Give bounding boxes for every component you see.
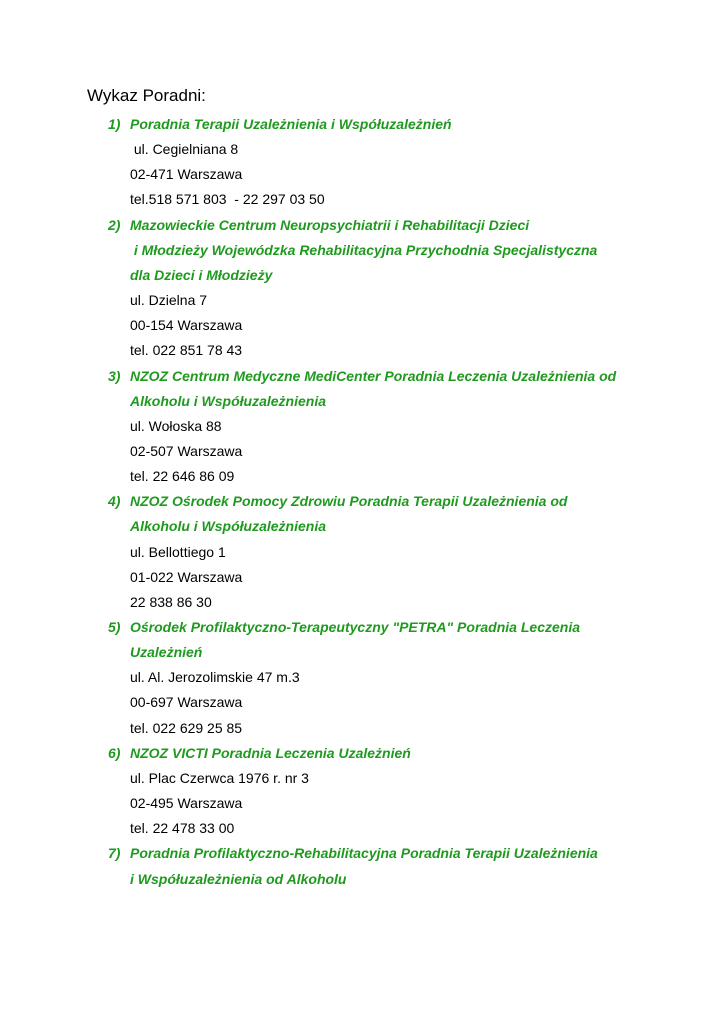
entry-title-line: NZOZ Centrum Medyczne MediCenter Poradnia Leczenia Uzależnienia od	[130, 368, 617, 384]
entry-number: 6)	[108, 745, 121, 761]
entry-detail-line: 02-507 Warszawa	[130, 443, 243, 459]
entry-number: 7)	[108, 845, 121, 861]
entry-number: 3)	[108, 368, 121, 384]
entry-detail-line: ul. Plac Czerwca 1976 r. nr 3	[130, 770, 309, 786]
entry-title-line: Poradnia Profilaktyczno-Rehabilitacyjna Poradnia Terapii Uzależnienia	[130, 845, 598, 861]
entry-title-line: NZOZ Ośrodek Pomocy Zdrowiu Poradnia Terapii Uzależnienia od	[130, 493, 568, 509]
entry-title-line: Ośrodek Profilaktyczno-Terapeutyczny "PETRA" Poradnia Leczenia	[130, 619, 580, 635]
entry-number: 4)	[108, 493, 121, 509]
entry-number: 1)	[108, 116, 121, 132]
entry-detail-line: 02-495 Warszawa	[130, 795, 243, 811]
entry-title-line: i Młodzieży Wojewódzka Rehabilitacyjna Przychodnia Specjalistyczna	[130, 242, 598, 258]
entry-title-line: Poradnia Terapii Uzależnienia i Współuzależnień	[130, 116, 452, 132]
entry-detail-line: tel. 022 851 78 43	[130, 342, 243, 358]
entry-detail-line: ul. Wołoska 88	[130, 418, 222, 434]
entry-number: 5)	[108, 619, 121, 635]
entry-title-line: Alkoholu i Współuzależnienia	[130, 518, 327, 534]
entry-detail-line: ul. Al. Jerozolimskie 47 m.3	[130, 669, 300, 685]
entry-title-line: Mazowieckie Centrum Neuropsychiatrii i Rehabilitacji Dzieci	[130, 217, 530, 233]
entry-title-line: NZOZ VICTI Poradnia Leczenia Uzależnień	[130, 745, 411, 761]
entry-detail-line: tel. 022 629 25 85	[130, 720, 243, 736]
entry-detail-line: 01-022 Warszawa	[130, 569, 243, 585]
entry-title-line: i Współuzależnienia od Alkoholu	[130, 871, 347, 887]
entry-title-line: Uzależnień	[130, 644, 203, 660]
entry-detail-line: tel. 22 646 86 09	[130, 468, 235, 484]
document-heading: Wykaz Poradni:	[87, 86, 206, 105]
entry-detail-line: 02-471 Warszawa	[130, 166, 243, 182]
entry-detail-line: ul. Cegielniana 8	[130, 141, 239, 157]
entry-detail-line: tel. 22 478 33 00	[130, 820, 235, 836]
entry-detail-line: ul. Bellottiego 1	[130, 544, 226, 560]
entry-detail-line: 00-697 Warszawa	[130, 694, 243, 710]
entry-detail-line: 00-154 Warszawa	[130, 317, 243, 333]
entry-detail-line: tel.518 571 803 - 22 297 03 50	[130, 191, 325, 207]
entry-number: 2)	[108, 217, 121, 233]
entry-detail-line: ul. Dzielna 7	[130, 292, 208, 308]
entry-title-line: Alkoholu i Współuzależnienia	[130, 393, 327, 409]
entry-detail-line: 22 838 86 30	[130, 594, 212, 610]
entry-title-line: dla Dzieci i Młodzieży	[130, 267, 273, 283]
